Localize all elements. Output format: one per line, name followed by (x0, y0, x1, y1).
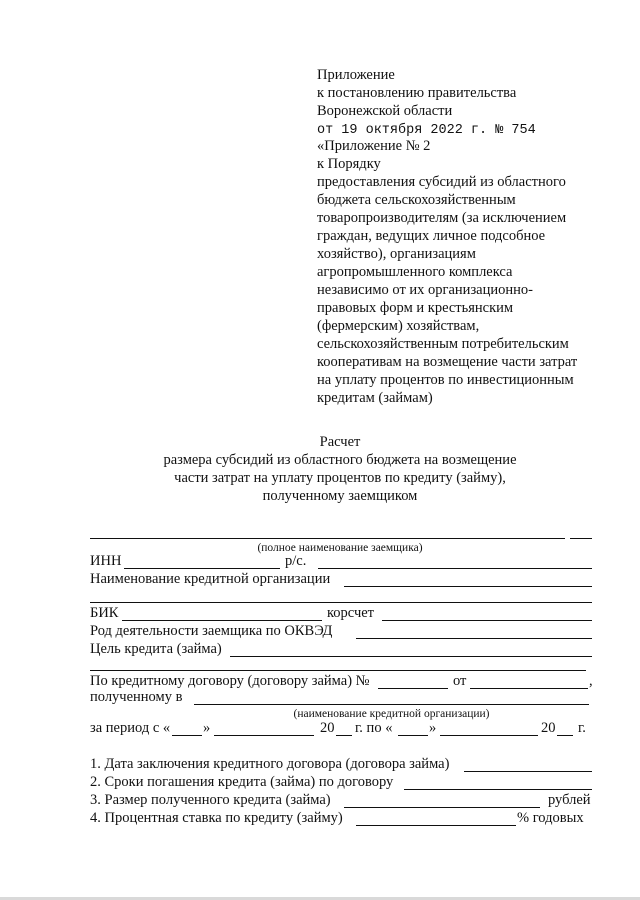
item-loan-amount-unit: рублей (548, 792, 591, 808)
purpose-field[interactable] (230, 656, 592, 657)
contract-date-field[interactable] (470, 688, 588, 689)
bik-label: БИК (90, 605, 119, 621)
header-line: независимо от их организационно- (317, 282, 533, 298)
period-start-day-field[interactable] (172, 735, 202, 736)
header-line: Приложение (317, 67, 395, 83)
item-contract-date-field[interactable] (464, 771, 592, 772)
title-line: размера субсидий из областного бюджета на возмещение (163, 452, 517, 468)
bank-caption: (наименование кредитной организации) (293, 708, 490, 720)
item-interest-rate-field[interactable] (356, 825, 516, 826)
received-bank-field[interactable] (194, 704, 589, 705)
header-line: (фермерским) хозяйствам, (317, 318, 480, 334)
korschet-label: корсчет (327, 605, 375, 621)
header-line: хозяйство), организациям (317, 246, 476, 262)
borrower-caption: (полное наименование заемщика) (257, 542, 423, 554)
bik-field[interactable] (122, 620, 322, 621)
period-year-end: г. (578, 720, 586, 736)
purpose-label: Цель кредита (займа) (90, 641, 222, 657)
header-line: кредитам (займам) (317, 390, 433, 406)
contract-from-label: от (453, 673, 467, 689)
header-line: к постановлению правительства (317, 85, 517, 101)
contract-comma: , (589, 673, 593, 689)
period-end-year-field[interactable] (557, 735, 573, 736)
period-start-year-field[interactable] (336, 735, 352, 736)
title-line: Расчет (319, 434, 361, 450)
header-line: к Порядку (317, 156, 381, 172)
korschet-field[interactable] (382, 620, 592, 621)
bank-name-field-2[interactable] (90, 602, 592, 603)
period-year-prefix: 20 (320, 720, 335, 736)
item-contract-date: 1. Дата заключения кредитного договора (договора займа) (90, 756, 450, 772)
okved-field[interactable] (356, 638, 592, 639)
rs-field[interactable] (318, 568, 592, 569)
inn-field[interactable] (124, 568, 280, 569)
header-line: Воронежской области (317, 103, 453, 119)
item-repayment-terms: 2. Сроки погашения кредита (займа) по договору (90, 774, 394, 790)
header-line: кооперативам на возмещение части затрат (317, 354, 578, 370)
item-interest-rate: 4. Процентная ставка по кредиту (займу) (90, 810, 343, 826)
period-to-label: г. по « (355, 720, 393, 736)
bank-name-label: Наименование кредитной организации (90, 571, 331, 587)
title-line: полученному заемщиком (262, 488, 418, 504)
item-loan-amount-field[interactable] (344, 807, 540, 808)
period-year-prefix-2: 20 (541, 720, 556, 736)
decree-date: от 19 октября 2022 г. № 754 (317, 123, 536, 138)
header-line: правовых форм и крестьянским (317, 300, 514, 316)
header-line: бюджета сельскохозяйственным (317, 192, 516, 208)
okved-label: Род деятельности заемщика по ОКВЭД (90, 623, 333, 639)
item-loan-amount: 3. Размер полученного кредита (займа) (90, 792, 331, 808)
item-interest-rate-unit: % годовых (517, 810, 584, 826)
header-line: на уплату процентов по инвестиционным (317, 372, 574, 388)
header-line: агропромышленного комплекса (317, 264, 513, 280)
period-end-day-field[interactable] (398, 735, 428, 736)
header-line: сельскохозяйственным потребительским (317, 336, 569, 352)
contract-label: По кредитному договору (договору займа) № (90, 673, 370, 689)
period-quote-close: » (203, 720, 211, 736)
inn-label: ИНН (90, 553, 122, 569)
borrower-name-field[interactable] (90, 538, 565, 539)
title-line: части затрат на уплату процентов по кредиту (займу), (174, 470, 506, 486)
rs-label: р/с. (285, 553, 307, 569)
header-line: «Приложение № 2 (317, 138, 431, 154)
bank-name-field[interactable] (344, 586, 592, 587)
header-line: граждан, ведущих личное подсобное (317, 228, 546, 244)
contract-number-field[interactable] (378, 688, 448, 689)
period-end-month-field[interactable] (440, 735, 538, 736)
header-line: предоставления субсидий из областного (317, 174, 566, 190)
borrower-name-field-extra[interactable] (570, 538, 592, 539)
period-quote-close-2: » (429, 720, 437, 736)
period-start-month-field[interactable] (214, 735, 314, 736)
period-label: за период с « (90, 720, 171, 736)
header-line: товаропроизводителям (за исключением (317, 210, 567, 226)
purpose-field-2[interactable] (90, 670, 586, 671)
received-in-label: полученному в (90, 689, 183, 705)
item-repayment-terms-field[interactable] (404, 789, 592, 790)
